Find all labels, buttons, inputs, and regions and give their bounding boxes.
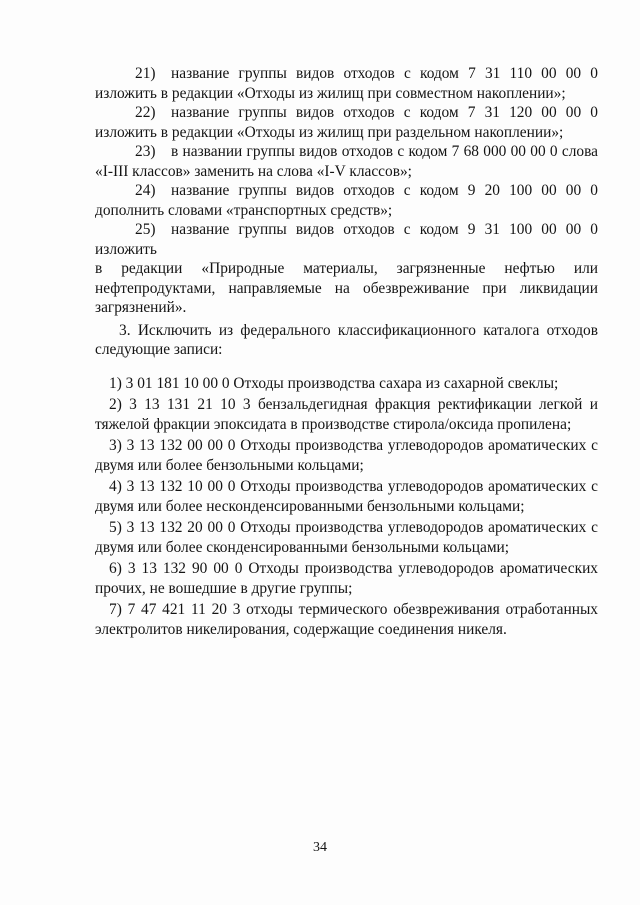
amend-item-22 bbox=[95, 103, 598, 142]
exclude-item: 4) 3 13 132 10 00 0 Отходы производства углеводородов ароматических с двумя или более несконденсированными бензольными кольцами; bbox=[95, 478, 598, 515]
item-number: 24) bbox=[135, 182, 156, 199]
item-number: 21) bbox=[135, 65, 156, 82]
amend-item-24 bbox=[95, 181, 598, 220]
exclude-item: 6) 3 13 132 90 00 0 Отходы производства углеводородов ароматических прочих, не вошедшие в другие группы; bbox=[95, 560, 598, 597]
item-text: загрязнений». bbox=[95, 299, 187, 316]
item-text: в редакции «Природные материалы, загрязненные нефтью или bbox=[95, 260, 598, 277]
amend-item-23 bbox=[95, 142, 598, 181]
exclude-item: 1) 3 01 181 10 00 0 Отходы производства сахара из сахарной свеклы; bbox=[109, 374, 559, 392]
page-number: 34 bbox=[313, 840, 327, 855]
exclude-item: 7) 7 47 421 11 20 3 отходы термического обезвреживания отработанных электролитов никелирования, содержащие соединения никеля. bbox=[95, 601, 598, 638]
item-text: название группы видов отходов с кодом 9 31 100 00 00 0 изложить bbox=[95, 221, 598, 258]
item-text: в названии группы видов отходов с кодом 7 68 000 00 00 0 слова «I-III классов» заменить на слова «I-V классов»; bbox=[95, 143, 598, 180]
amend-item-25 bbox=[95, 220, 598, 318]
exclude-item: 5) 3 13 132 20 00 0 Отходы производства углеводородов ароматических с двумя или более сконденсированными бензольными кольцами; bbox=[95, 519, 598, 556]
item-number: 23) bbox=[135, 143, 156, 160]
exclude-list bbox=[95, 374, 598, 640]
item-text: название группы видов отходов с кодом 7 31 120 00 00 0 изложить в редакции «Отходы из жилищ при раздельном накоплении»; bbox=[95, 104, 598, 141]
exclude-item: 3) 3 13 132 00 00 0 Отходы производства углеводородов ароматических с двумя или более бензольными кольцами; bbox=[95, 437, 598, 474]
item-text: название группы видов отходов с кодом 7 31 110 00 00 0 изложить в редакции «Отходы из жилищ при совместном накоплении»; bbox=[95, 65, 598, 102]
item-text: нефтепродуктами, направляемые на обезвреживание при ликвидации bbox=[95, 279, 598, 297]
item-number: 25) bbox=[135, 221, 156, 238]
document-body bbox=[95, 64, 598, 641]
item-text: название группы видов отходов с кодом 9 20 100 00 00 0 дополнить словами «транспортных средств»; bbox=[95, 182, 598, 219]
exclude-item: 2) 3 13 131 21 10 3 бензальдегидная фракция ректификации легкой и тяжелой фракции эпоксидата в производстве стирола/оксида пропилена; bbox=[95, 396, 598, 433]
section-3-heading: 3. Исключить из федерального классификационного каталога отходов следующие записи: bbox=[95, 321, 598, 358]
item-number: 22) bbox=[135, 104, 156, 121]
amend-item-21 bbox=[95, 64, 598, 103]
